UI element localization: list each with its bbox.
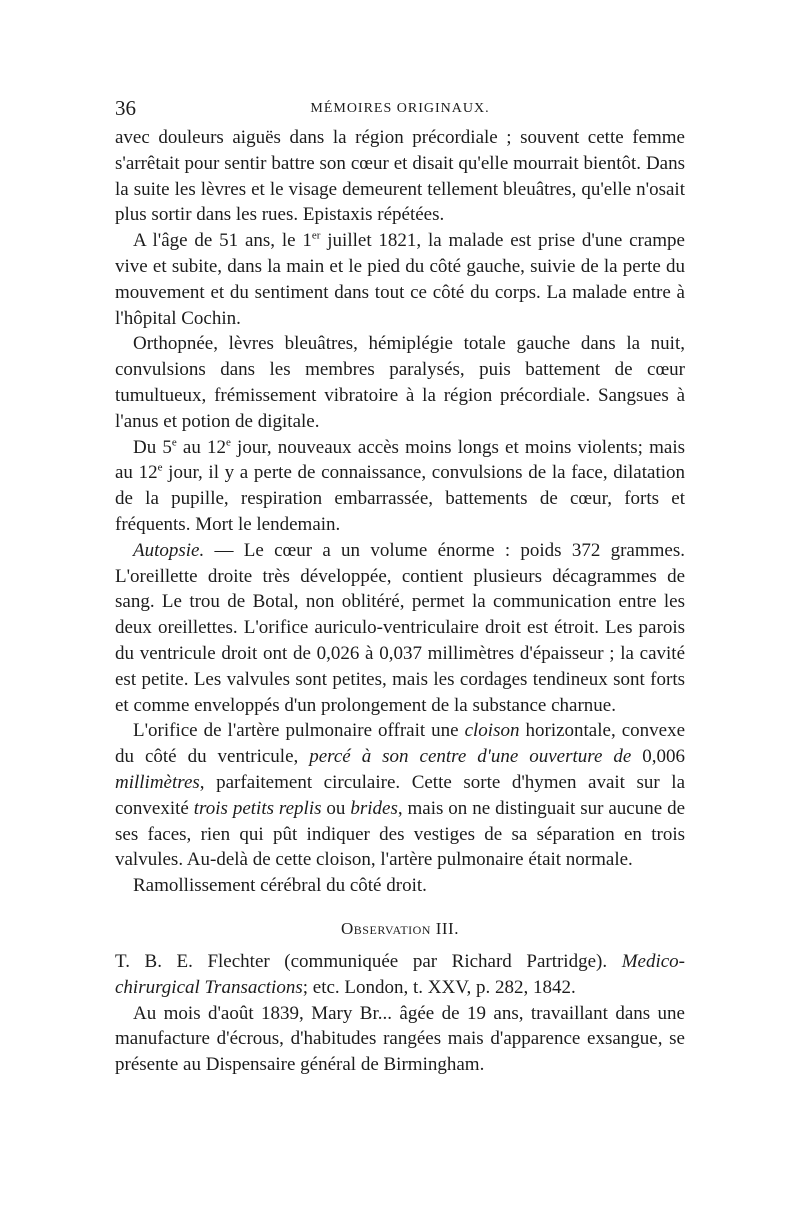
observation-title: Observation III. bbox=[341, 918, 459, 938]
page-header bbox=[115, 96, 685, 124]
paragraph-mary: Au mois d'août 1839, Mary Br... âgée de 19 ans, travaillant dans une manufacture d'écrous, d'habitudes rangées mais d'apparence exsangue, se présente au Dispensaire général de Birmingham. bbox=[115, 1002, 685, 1076]
paragraph-orthopnee: Orthopnée, lèvres bleuâtres, hémiplégie totale gauche dans la nuit, convulsions dans les membres paralysés, puis battement de cœur tumultueux, frémissement vibratoire à la région précordiale. Sangsues à l'anus et potion de digitale. bbox=[115, 333, 685, 432]
paragraph-symptoms: avec douleurs aiguës dans la région précordiale ; souvent cette femme s'arrêtait pour sentir battre son cœur et disait qu'elle mourrait bientôt. Dans la suite les lèvres et le visage demeurent tellement bleuâtres, qu'elle n'osait plus sortir dans les rues. Epistaxis répétées. bbox=[115, 127, 685, 226]
paragraph-crampe: A l'âge de 51 ans, le 1er juillet 1821, la malade est prise d'une crampe vive et subite, dans la main et le pied du côté gauche, suivie de la perte du mouvement et du sentiment dans tout ce côté du corps. La malade entre à l'hôpital Cochin. bbox=[115, 229, 685, 329]
observation-reference: T. B. E. Flechter (communiquée par Richard Partridge). Medico-chirurgical Transactions; etc. London, t. XXV, p. 282, 1842. bbox=[115, 950, 685, 998]
paragraph-orifice: L'orifice de l'artère pulmonaire offrait une cloison horizontale, convexe du côté du ventricule, percé à son centre d'une ouverture de 0,006 millimètres, parfaitement circulaire. Cette sorte d'hymen avait sur la convexité trois petits replis ou brides, mais on ne distinguait sur aucune de ses faces, rien qui pût indiquer des vestiges de sa séparation en trois valvules. Au-delà de cette cloison, l'artère pulmonaire était normale. bbox=[115, 720, 686, 871]
page-number: 36 bbox=[115, 96, 136, 120]
paragraph-ramollissement: Ramollissement cérébral du côté droit. bbox=[133, 875, 427, 897]
paragraph-autopsie: Autopsie. — Le cœur a un volume énorme : poids 372 grammes. L'oreillette droite très développée, contient plusieurs décagrammes de sang. Le trou de Botal, non oblitéré, permet la communication entre les deux oreillettes. L'orifice auriculo-ventriculaire droit est étroit. Les parois du ventricule droit ont de 0,026 à 0,037 millimètres d'épaisseur ; la cavité est petite. Les valvules sont petites, mais les cordages tendineux sont forts et comme enveloppés d'un prolongement de la substance charnue. bbox=[115, 539, 685, 716]
running-title: MÉMOIRES ORIGINAUX. bbox=[310, 101, 490, 116]
paragraph-evolution: Du 5e au 12e jour, nouveaux accès moins longs et moins violents; mais au 12e jour, il y a perte de connaissance, convulsions de la face, dilatation de la pupille, respiration embarrassée, battements de cœur, forts et fréquents. Mort le lendemain. bbox=[115, 436, 685, 535]
document-page bbox=[115, 96, 685, 1078]
